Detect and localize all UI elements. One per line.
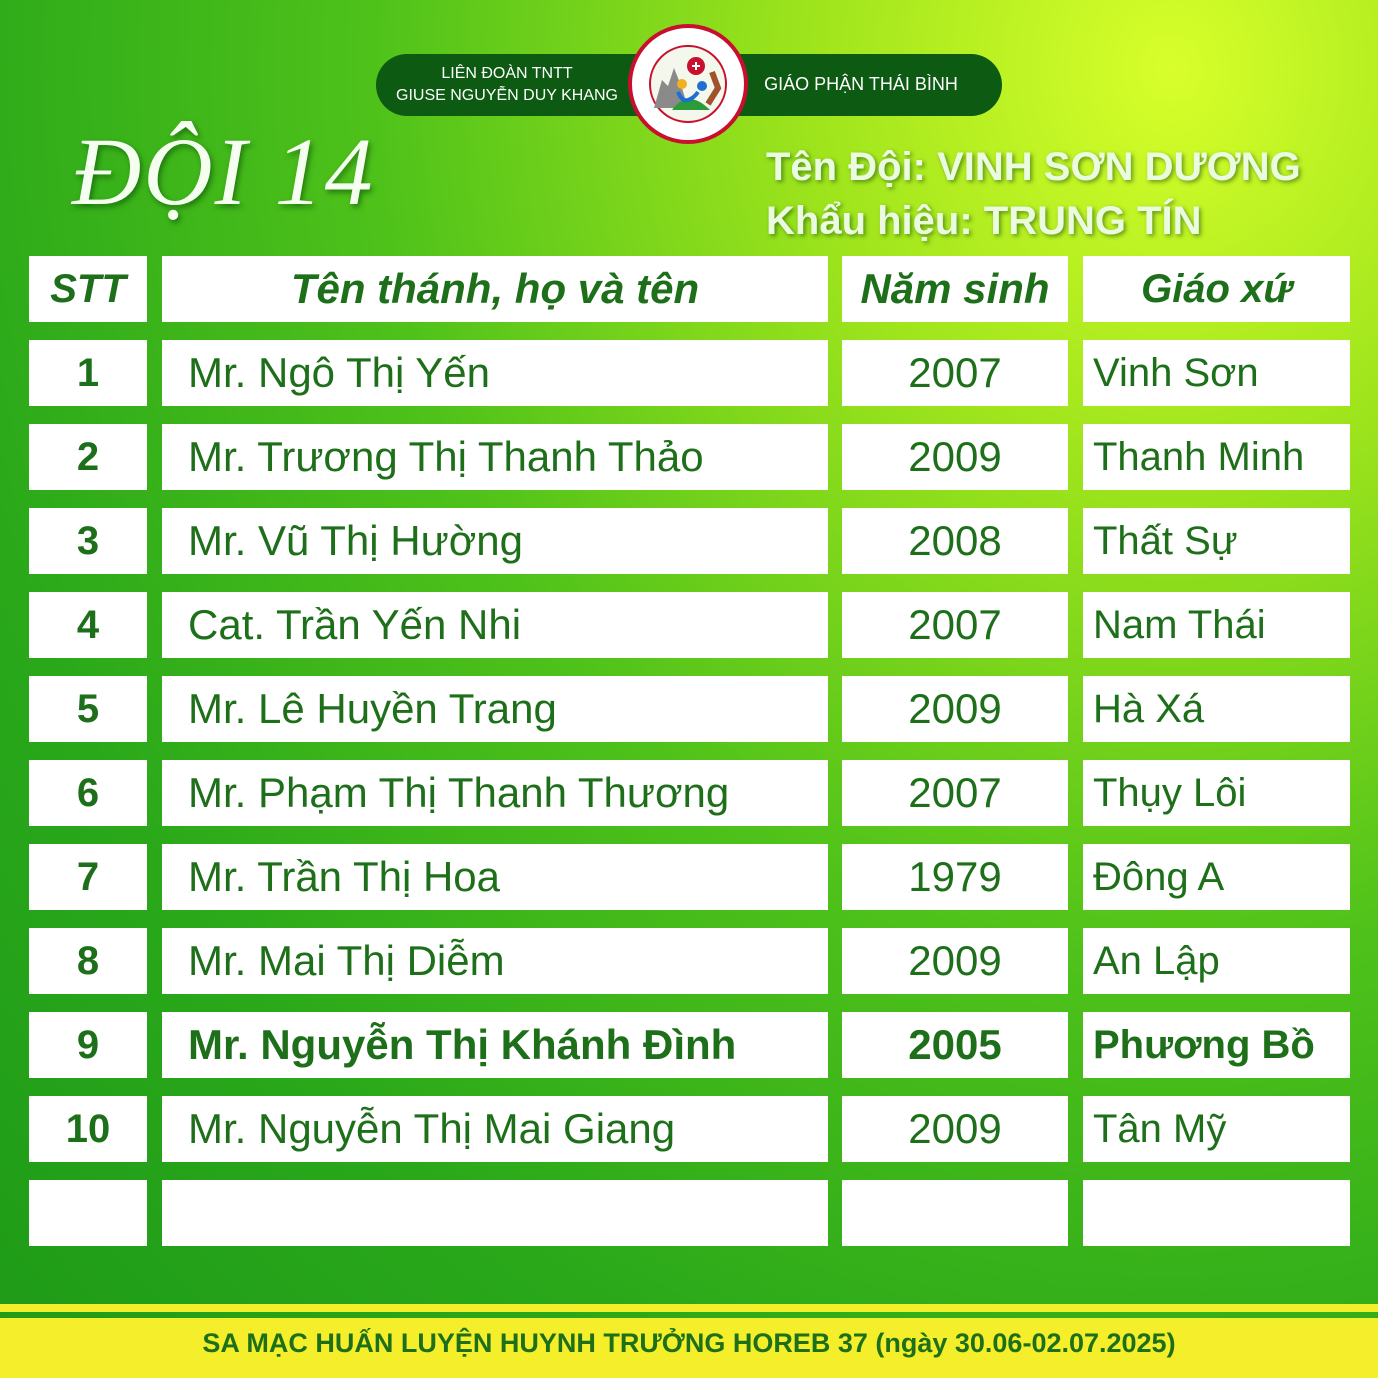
federation-line1: LIÊN ĐOÀN TNTT	[441, 65, 573, 82]
member-birth-year: 2009	[842, 424, 1068, 490]
member-parish: Thất Sự	[1083, 508, 1350, 574]
member-stt	[29, 1180, 147, 1246]
federation-name	[376, 63, 638, 107]
member-birth-year: 2008	[842, 508, 1068, 574]
member-name: Mr. Phạm Thị Thanh Thương	[162, 760, 828, 826]
footer-banner: SA MẠC HUẤN LUYỆN HUYNH TRƯỞNG HOREB 37 (ngày 30.06-02.07.2025)	[0, 1318, 1378, 1378]
member-stt: 4	[29, 592, 147, 658]
member-name: Mr. Lê Huyền Trang	[162, 676, 828, 742]
member-birth-year: 2005	[842, 1012, 1068, 1078]
member-birth-year: 1979	[842, 844, 1068, 910]
team-title: ĐỘI 14	[72, 118, 375, 225]
diocese-name: GIÁO PHẬN THÁI BÌNH	[764, 74, 958, 94]
member-name: Mr. Nguyễn Thị Mai Giang	[162, 1096, 828, 1162]
member-parish: Vinh Sơn	[1083, 340, 1350, 406]
member-parish	[1083, 1180, 1350, 1246]
header-parish: Giáo xứ	[1083, 256, 1350, 322]
member-name	[162, 1180, 828, 1246]
member-birth-year: 2009	[842, 928, 1068, 994]
member-birth-year: 2009	[842, 1096, 1068, 1162]
member-stt: 7	[29, 844, 147, 910]
member-birth-year	[842, 1180, 1068, 1246]
member-birth-year: 2009	[842, 676, 1068, 742]
member-stt: 6	[29, 760, 147, 826]
member-stt: 10	[29, 1096, 147, 1162]
member-parish: Hà Xá	[1083, 676, 1350, 742]
member-name: Mr. Vũ Thị Hường	[162, 508, 828, 574]
member-parish: Đông A	[1083, 844, 1350, 910]
team-info	[766, 140, 1301, 248]
member-name: Cat. Trần Yến Nhi	[162, 592, 828, 658]
federation-logo	[628, 24, 748, 144]
member-stt: 5	[29, 676, 147, 742]
member-parish: Phương Bồ	[1083, 1012, 1350, 1078]
member-parish: An Lập	[1083, 928, 1350, 994]
member-stt: 1	[29, 340, 147, 406]
member-parish: Thanh Minh	[1083, 424, 1350, 490]
member-birth-year: 2007	[842, 340, 1068, 406]
member-birth-year: 2007	[842, 760, 1068, 826]
member-name: Mr. Mai Thị Diễm	[162, 928, 828, 994]
member-name: Mr. Ngô Thị Yến	[162, 340, 828, 406]
member-name: Mr. Trương Thị Thanh Thảo	[162, 424, 828, 490]
team-name: Tên Đội: VINH SƠN DƯƠNG	[766, 145, 1301, 189]
member-stt: 8	[29, 928, 147, 994]
member-stt: 2	[29, 424, 147, 490]
header-name: Tên thánh, họ và tên	[162, 256, 828, 322]
member-parish: Nam Thái	[1083, 592, 1350, 658]
member-birth-year: 2007	[842, 592, 1068, 658]
team-motto: Khẩu hiệu: TRUNG TÍN	[766, 199, 1202, 243]
header-stt: STT	[29, 256, 147, 322]
header-year: Năm sinh	[842, 256, 1068, 322]
footer-divider	[0, 1304, 1378, 1312]
member-stt: 3	[29, 508, 147, 574]
member-name: Mr. Nguyễn Thị Khánh Đình	[162, 1012, 828, 1078]
member-stt: 9	[29, 1012, 147, 1078]
member-parish: Tân Mỹ	[1083, 1096, 1350, 1162]
member-parish: Thụy Lôi	[1083, 760, 1350, 826]
federation-line2: GIUSE NGUYỄN DUY KHANG	[396, 87, 618, 104]
member-name: Mr. Trần Thị Hoa	[162, 844, 828, 910]
